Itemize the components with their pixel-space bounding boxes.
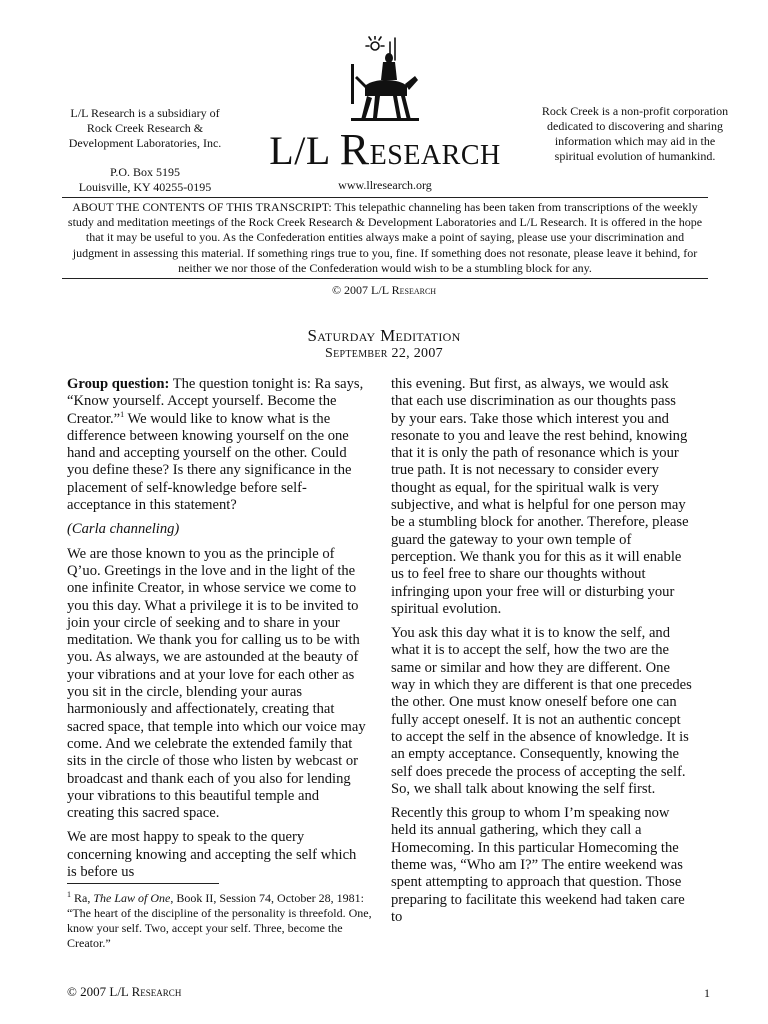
brand-title: [235, 124, 535, 175]
question-label: Group question:: [67, 376, 170, 392]
paragraph: Recently this group to whom I’m speaking now held its annual gathering, which they call a Homecoming. In this particular Homecoming the theme was, “Who am I?” The entire weekend was spent attempting to approach that question. Those preparing to facilitate this weekend had taken care to: [391, 805, 685, 925]
publisher-line-2: Rock Creek Research &: [86, 121, 204, 135]
don-quixote-logo-icon: [345, 36, 423, 122]
website-link[interactable]: www.llresearch.org: [338, 178, 432, 192]
left-column: [67, 376, 368, 888]
paragraph: You ask this day what it is to know the self, and what it is to accept the self, how the two are the same or similar and how they are different. One way in which they are different is that one precedes the other. One must know oneself before one can fully accept oneself. It is not an authentic concept to accept the self in the absence of knowledge. It is an empty acceptance. Consequently, knowing the self does precede the process of accepting the self. So, we shall talk about knowing the self first.: [391, 625, 692, 797]
address-line-2: Louisville, KY 40255-0195: [78, 180, 212, 194]
paragraph: We are those known to you as the principle of Q’uo. Greetings in the love and in the light of the one infinite Creator, in whose service we come to you this day. What a privilege it is to be invited to join your circle of seeking and to share in your meditation. We thank you for calling us to be with you. As always, we are astounded at the beauty of your vibrations and at your love for each other as you sit in the circle, blending your auras harmoniously and affectionately, creating that sacred space, that temple into which our voice may come. And we celebrate the extended family that sits in the circle of those who listen by webcast or broadcast and thank each of you also for lending your vibrations to this beautiful temple and creating this sacred space.: [67, 545, 366, 822]
brand-rest: esearch: [369, 128, 501, 173]
footnote-book-title: The Law of One: [93, 891, 171, 905]
brand-prefix: L/L: [269, 128, 340, 173]
publisher-line-1: L/L Research is a subsidiary of: [70, 106, 220, 120]
publisher-info: [40, 106, 250, 195]
page-number: 1: [704, 986, 710, 1000]
paragraph: We are most happy to speak to the query concerning knowing and accepting the self which is before us: [67, 829, 357, 881]
channeler-note: [67, 521, 368, 538]
right-column: [391, 376, 692, 933]
question-text-part-1: The question tonight is: Ra says, “Know yourself. Accept yourself. Become the Creator.”: [67, 376, 364, 427]
rock-creek-info: Rock Creek is a non-profit corporation dedicated to discovering and sharing information which may aid in the spiritual evolution of humankind.: [541, 104, 729, 163]
footnote-text-before: Ra,: [71, 891, 94, 905]
header-copyright: © 2007 L/L Research: [331, 283, 437, 297]
page-title: Saturday Meditation: [307, 326, 461, 345]
about-transcript: ABOUT THE CONTENTS OF THIS TRANSCRIPT: This telepathic channeling has been taken from transcriptions of the weekly study and meditation meetings of the Rock Creek Research & Development Laboratories and L/L Research. It is offered in the hope that it may be useful to you. As the Confederation entities always make a point of saying, please use your discrimination and judgment in assessing this material. If something rings true to you, fine. If something does not resonate, please leave it behind, for neither we nor those of the Confederation would wish to be a stumbling block for any.: [67, 200, 703, 275]
channeler-label: (Carla channeling): [67, 521, 180, 538]
group-question: [67, 376, 368, 514]
paragraph: this evening. But first, as always, we would ask that each use discrimination as our thoughts pass by your ears. Take those which interest you and resonate to you and leave the rest behind, knowing that it is only the path of resonance which is your true path. It is not necessary to consider every thought as equal, for the spiritual walk is very subjective, and what is helpful for one person may be a stumbling block for another. Therefore, please guard the gateway to your own temple of perception. We thank you for this as it will enable us to feel free to share our thoughts without infringing upon your free will or disturbing your spiritual evolution.: [391, 376, 689, 617]
footnote-text-after: , Book II, Session 74, October 28, 1981: “The heart of the discipline of the personality is threefold. One, know your self. Two, accept your self. Three, become the Creator.”: [67, 891, 372, 950]
session-date: September 22, 2007: [325, 346, 443, 361]
header-rule-top: [62, 197, 708, 198]
address-line-1: P.O. Box 5195: [109, 165, 180, 179]
publisher-line-3: Development Laboratories, Inc.: [68, 136, 222, 150]
header-rule-bottom: [62, 278, 708, 279]
footnote-number: 1: [67, 890, 71, 899]
footnote-rule: [67, 883, 219, 884]
footer-copyright: © 2007 L/L Research: [67, 984, 182, 999]
footnote: [67, 891, 372, 951]
footnote-marker[interactable]: 1: [120, 409, 125, 419]
brand-initial: R: [339, 125, 370, 174]
question-text-part-2: We would like to know what is the difference between knowing yourself on the one hand and accepting yourself on the other. Could you define these? Is there any significance in the placement of self-knowledge before self-acceptance in this statement?: [67, 410, 352, 514]
